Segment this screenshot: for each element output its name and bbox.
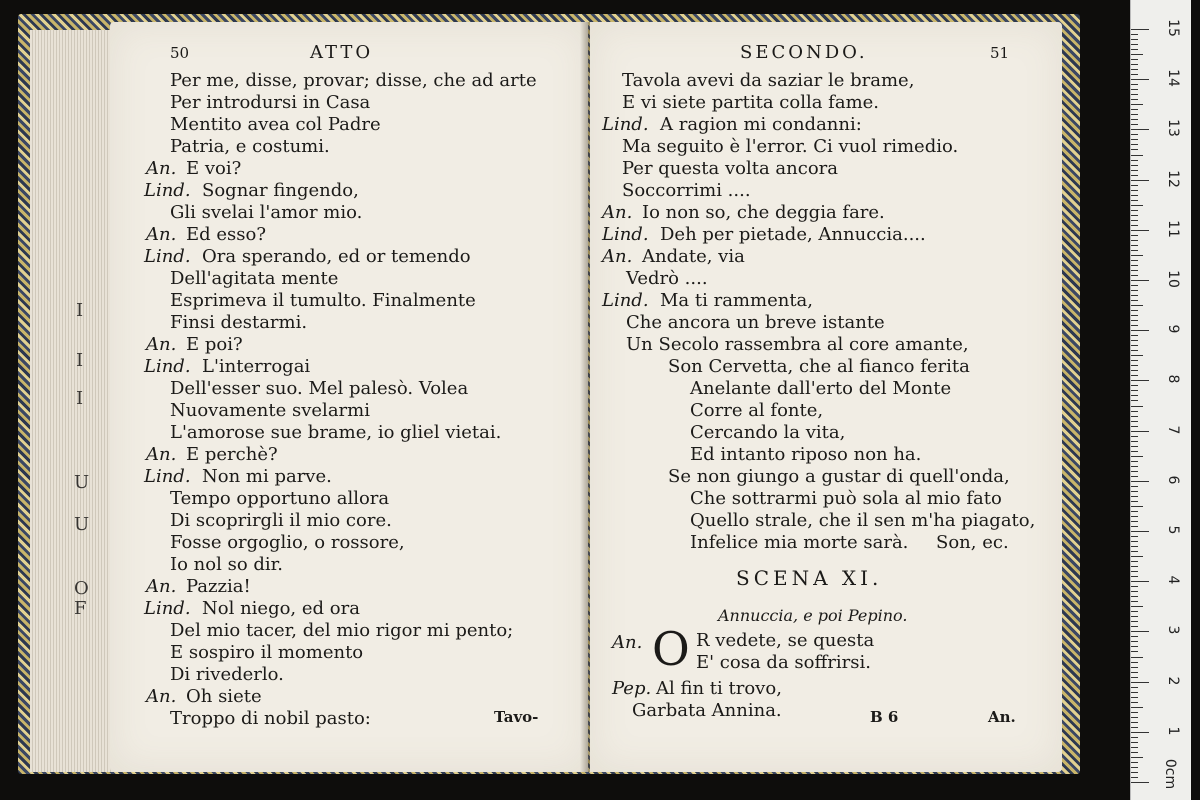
verse-line: Per questa volta ancora: [622, 158, 838, 179]
ruler-tick: [1131, 380, 1149, 381]
ruler-tick: [1131, 551, 1138, 552]
ruler-number: 9: [1165, 324, 1181, 334]
ruler-tick: [1131, 461, 1138, 462]
ruler-tick: [1131, 170, 1138, 171]
bleed-letter: I: [76, 350, 84, 371]
ruler-tick: [1131, 697, 1138, 698]
verse-line: Quello strale, che il sen m'ha piagato,: [690, 510, 1036, 531]
verse-line: Nuovamente svelarmi: [170, 400, 370, 421]
ruler-tick: [1131, 521, 1138, 522]
verse-line: Finsi destarmi.: [170, 312, 308, 333]
ruler-tick: [1131, 69, 1138, 70]
verse-line: Mentito avea col Padre: [170, 114, 381, 135]
ruler-tick: [1131, 99, 1138, 100]
ruler-tick: [1131, 185, 1138, 186]
ruler-tick: [1131, 561, 1138, 562]
verse-line: Cercando la vita,: [690, 422, 846, 443]
ruler-tick: [1131, 385, 1138, 386]
ruler-tick: [1131, 712, 1138, 713]
verse-line: Vedrò ....: [626, 268, 708, 289]
ruler-tick: [1131, 144, 1138, 145]
verse-line: Sognar fingendo,: [202, 180, 359, 201]
bleed-letter: O: [74, 578, 89, 599]
ruler-tick: [1131, 651, 1138, 652]
ruler-tick: [1131, 606, 1143, 607]
ruler-number: 12: [1165, 169, 1181, 188]
speaker-label: An.: [146, 224, 177, 245]
ruler-tick: [1131, 531, 1149, 532]
ruler-tick: [1131, 616, 1138, 617]
ruler-tick: [1131, 496, 1138, 497]
verse-line: Corre al fonte,: [690, 400, 824, 421]
ruler-tick: [1131, 335, 1138, 336]
verse-line: Anelante dall'erto del Monte: [690, 378, 952, 399]
ruler-tick: [1131, 245, 1138, 246]
verse-line: Son Cervetta, che al fianco ferita: [668, 356, 970, 377]
ruler-tick: [1131, 441, 1138, 442]
ruler-tick: [1131, 757, 1143, 758]
ruler-number: 5: [1165, 525, 1181, 535]
ruler-tick: [1131, 59, 1138, 60]
ruler-number: 1: [1165, 726, 1181, 736]
ruler-tick: [1131, 426, 1138, 427]
speaker-label: Pep.: [612, 678, 652, 699]
ruler-tick: [1131, 139, 1138, 140]
verse-line: Che sottrarmi può sola al mio fato: [690, 488, 1002, 509]
verse-line: Di scoprirgli il mio core.: [170, 510, 392, 531]
ruler-tick: [1131, 370, 1138, 371]
verse-line: Non mi parve.: [202, 466, 332, 487]
ruler-tick: [1131, 752, 1138, 753]
right-page: [590, 22, 1062, 772]
ruler-tick: [1131, 471, 1138, 472]
verse-line: Soccorrimi ....: [622, 180, 751, 201]
ruler-number: 7: [1165, 425, 1181, 435]
ruler-tick: [1131, 626, 1138, 627]
ruler-tick: [1131, 210, 1138, 211]
ruler-tick: [1131, 34, 1138, 35]
ruler-tick: [1131, 400, 1138, 401]
ruler-tick: [1131, 310, 1138, 311]
speaker-label: An.: [602, 202, 633, 223]
speaker-label: Lind.: [144, 356, 191, 377]
ruler-tick: [1131, 315, 1138, 316]
bleed-letter: U: [74, 472, 90, 493]
ruler-tick: [1131, 762, 1138, 763]
ruler-tick: [1131, 546, 1138, 547]
ruler-tick: [1131, 687, 1138, 688]
ruler-tick: [1131, 511, 1138, 512]
speaker-label: Lind.: [144, 246, 191, 267]
speaker-label: Lind.: [144, 180, 191, 201]
ruler-tick: [1131, 406, 1143, 407]
ruler-tick: [1131, 134, 1138, 135]
ruler-tick: [1131, 576, 1138, 577]
bleed-letter: I: [76, 300, 84, 321]
ruler-tick: [1131, 295, 1138, 296]
ruler-tick: [1131, 566, 1138, 567]
ruler-tick: [1131, 411, 1138, 412]
ruler-tick: [1131, 205, 1143, 206]
verse-line: Del mio tacer, del mio rigor mi pento;: [170, 620, 514, 641]
running-head: SECONDO.: [740, 42, 868, 63]
ruler-tick: [1131, 109, 1138, 110]
ruler-tick: [1131, 350, 1138, 351]
ruler-tick: [1131, 165, 1138, 166]
ruler-tick: [1131, 717, 1138, 718]
ruler-tick: [1131, 280, 1149, 281]
ruler-tick: [1131, 621, 1138, 622]
verse-line: Ora sperando, ed or temendo: [202, 246, 471, 267]
verse-line: Se non giungo a gustar di quell'onda,: [668, 466, 1010, 487]
verse-line: Esprimeva il tumulto. Finalmente: [170, 290, 476, 311]
ruler-number: 8: [1165, 374, 1181, 384]
ruler-tick: [1131, 94, 1138, 95]
ruler-tick: [1131, 727, 1138, 728]
ruler-tick: [1131, 672, 1138, 673]
verse-line: Di rivederlo.: [170, 664, 284, 685]
verse-line: Io non so, che deggia fare.: [642, 202, 885, 223]
verse-line: Ed intanto riposo non ha.: [690, 444, 922, 465]
scene-persons: Annuccia, e poi Pepino.: [718, 606, 908, 625]
ruler-tick: [1131, 250, 1138, 251]
page-number: 50: [170, 44, 190, 62]
speaker-label: An.: [146, 576, 177, 597]
speaker-label: An.: [146, 158, 177, 179]
verse-line: E perchè?: [186, 444, 278, 465]
ruler-number: 15: [1165, 19, 1181, 37]
verse-line: Per me, disse, provar; disse, che ad arte: [170, 70, 537, 91]
ruler-tick: [1131, 49, 1138, 50]
verse-line: A ragion mi condanni:: [660, 114, 862, 135]
ruler-tick: [1131, 290, 1138, 291]
ruler-tick: [1131, 355, 1143, 356]
ruler-tick: [1131, 732, 1149, 733]
ruler-number: 11: [1165, 219, 1181, 238]
ruler-tick: [1131, 119, 1138, 120]
verse-line: Ma ti rammenta,: [660, 290, 813, 311]
ruler-tick: [1131, 230, 1149, 231]
verse-line: Son, ec.: [936, 532, 1009, 553]
ruler-tick: [1131, 601, 1138, 602]
catchword: An.: [988, 708, 1016, 726]
ruler-tick: [1131, 255, 1143, 256]
ruler-tick: [1131, 305, 1143, 306]
verse-line: Infelice mia morte sarà.: [690, 532, 909, 553]
speaker-label: An.: [146, 686, 177, 707]
bleed-letter: F: [74, 598, 87, 619]
ruler-tick: [1131, 662, 1138, 663]
ruler-tick: [1131, 270, 1138, 271]
ruler-tick: [1131, 476, 1138, 477]
ruler-tick: [1131, 44, 1138, 45]
ruler-tick: [1131, 340, 1138, 341]
ruler-tick: [1131, 556, 1143, 557]
ruler-tick: [1131, 365, 1138, 366]
verse-line: Dell'agitata mente: [170, 268, 339, 289]
speaker-label: An.: [602, 246, 633, 267]
ruler-tick: [1131, 421, 1138, 422]
ruler-label: 0cm: [1162, 758, 1178, 790]
ruler-tick: [1131, 395, 1138, 396]
ruler-tick: [1131, 431, 1149, 432]
ruler-tick: [1131, 591, 1138, 592]
ruler-tick: [1131, 195, 1138, 196]
scene-title: SCENA XI.: [736, 566, 883, 590]
ruler-tick: [1131, 74, 1138, 75]
speaker-label: An.: [612, 632, 643, 653]
ruler-tick: [1131, 747, 1138, 748]
ruler-tick: [1131, 641, 1138, 642]
ruler-tick: [1131, 114, 1138, 115]
verse-line: Oh siete: [186, 686, 262, 707]
verse-line: E voi?: [186, 158, 242, 179]
ruler-number: 4: [1165, 575, 1181, 585]
ruler-tick: [1131, 235, 1138, 236]
verse-line: Dell'esser suo. Mel palesò. Volea: [170, 378, 469, 399]
ruler-tick: [1131, 486, 1138, 487]
speaker-label: Lind.: [602, 114, 649, 135]
verse-line: Gli svelai l'amor mio.: [170, 202, 363, 223]
ruler-number: 3: [1165, 625, 1181, 635]
ruler-tick: [1131, 581, 1149, 582]
ruler-tick: [1131, 54, 1143, 55]
ruler-number: 14: [1165, 69, 1181, 88]
ruler-tick: [1131, 456, 1143, 457]
left-page: [110, 22, 588, 772]
ruler-tick: [1131, 636, 1138, 637]
drop-cap: O: [652, 622, 690, 676]
ruler-tick: [1131, 782, 1149, 783]
ruler-tick: [1131, 707, 1143, 708]
verse-line: Garbata Annina.: [632, 700, 782, 721]
ruler-tick: [1131, 646, 1138, 647]
ruler-tick: [1131, 466, 1138, 467]
verse-line: Ed esso?: [186, 224, 266, 245]
ruler-tick: [1131, 416, 1138, 417]
ruler-tick: [1131, 129, 1149, 130]
ruler-tick: [1131, 104, 1143, 105]
ruler-tick: [1131, 491, 1138, 492]
ruler-tick: [1131, 737, 1138, 738]
verse-line: Tempo opportuno allora: [170, 488, 390, 509]
ruler-tick: [1131, 657, 1143, 658]
verse-line: Fosse orgoglio, o rossore,: [170, 532, 405, 553]
verse-line: R vedete, se questa: [696, 630, 875, 651]
ruler-tick: [1131, 677, 1138, 678]
ruler-tick: [1131, 571, 1138, 572]
verse-line: L'interrogai: [202, 356, 311, 377]
signature-mark: B 6: [870, 708, 899, 726]
ruler-tick: [1131, 596, 1138, 597]
ruler-tick: [1131, 526, 1138, 527]
ruler-tick: [1131, 682, 1149, 683]
ruler-tick: [1131, 506, 1143, 507]
verse-line: Troppo di nobil pasto:: [170, 708, 371, 729]
ruler-tick: [1131, 79, 1149, 80]
ruler-tick: [1131, 320, 1138, 321]
verse-line: Pazzia!: [186, 576, 251, 597]
verse-line: Io nol so dir.: [170, 554, 284, 575]
speaker-label: Lind.: [144, 466, 191, 487]
ruler-tick: [1131, 536, 1138, 537]
ruler-tick: [1131, 611, 1138, 612]
ruler-tick: [1131, 200, 1138, 201]
ruler-tick: [1131, 265, 1138, 266]
ruler-tick: [1131, 541, 1138, 542]
ruler-tick: [1131, 772, 1138, 773]
ruler-number: 2: [1165, 676, 1181, 686]
ruler-tick: [1131, 285, 1138, 286]
ruler-tick: [1131, 190, 1138, 191]
ruler-tick: [1131, 160, 1138, 161]
ruler-tick: [1131, 631, 1149, 632]
ruler-tick: [1131, 516, 1138, 517]
ruler-tick: [1131, 39, 1138, 40]
ruler-number: 6: [1165, 475, 1181, 485]
ruler-tick: [1131, 451, 1138, 452]
ruler-tick: [1131, 667, 1138, 668]
measuring-ruler: [1130, 0, 1191, 800]
verse-line: E' cosa da soffrirsi.: [696, 652, 871, 673]
ruler-tick: [1131, 767, 1138, 768]
ruler-tick: [1131, 325, 1138, 326]
ruler-tick: [1131, 180, 1149, 181]
ruler-number: 13: [1165, 119, 1181, 138]
page-number: 51: [990, 44, 1010, 62]
ruler-tick: [1131, 84, 1138, 85]
verse-line: Deh per pietade, Annuccia....: [660, 224, 926, 245]
ruler-number: 10: [1165, 270, 1181, 288]
ruler-tick: [1131, 260, 1138, 261]
ruler-tick: [1131, 240, 1138, 241]
ruler-tick: [1131, 89, 1138, 90]
ruler-tick: [1131, 300, 1138, 301]
speaker-label: Lind.: [144, 598, 191, 619]
ruler-tick: [1131, 501, 1138, 502]
catchword: Tavo-: [494, 708, 539, 726]
ruler-tick: [1131, 692, 1138, 693]
ruler-tick: [1131, 446, 1138, 447]
speaker-label: Lind.: [602, 290, 649, 311]
bleed-letter: I: [76, 388, 84, 409]
speaker-label: An.: [146, 444, 177, 465]
ruler-tick: [1131, 220, 1138, 221]
verse-line: E poi?: [186, 334, 243, 355]
verse-line: Patria, e costumi.: [170, 136, 330, 157]
ruler-tick: [1131, 436, 1138, 437]
verse-line: Che ancora un breve istante: [626, 312, 885, 333]
verse-line: Tavola avevi da saziar le brame,: [622, 70, 915, 91]
ruler-tick: [1131, 390, 1138, 391]
ruler-tick: [1131, 345, 1138, 346]
ruler-tick: [1131, 225, 1138, 226]
speaker-label: An.: [146, 334, 177, 355]
verse-line: Andate, via: [642, 246, 745, 267]
running-head: ATTO: [310, 42, 374, 63]
ruler-tick: [1131, 777, 1138, 778]
ruler-tick: [1131, 175, 1138, 176]
ruler-tick: [1131, 149, 1138, 150]
verse-line: Ma seguito è l'error. Ci vuol rimedio.: [622, 136, 959, 157]
ruler-tick: [1131, 481, 1149, 482]
ruler-tick: [1131, 360, 1138, 361]
ruler-tick: [1131, 215, 1138, 216]
verse-line: E sospiro il momento: [170, 642, 364, 663]
ruler-tick: [1131, 702, 1138, 703]
verse-line: Per introdursi in Casa: [170, 92, 371, 113]
ruler-tick: [1131, 64, 1138, 65]
ruler-tick: [1131, 586, 1138, 587]
ruler-tick: [1131, 722, 1138, 723]
verse-line: Un Secolo rassembra al core amante,: [626, 334, 969, 355]
ruler-tick: [1131, 29, 1149, 30]
verse-line: E vi siete partita colla fame.: [622, 92, 880, 113]
bleed-letter: U: [74, 514, 90, 535]
ruler-tick: [1131, 124, 1138, 125]
ruler-tick: [1131, 742, 1138, 743]
ruler-tick: [1131, 375, 1138, 376]
ruler-tick: [1131, 155, 1143, 156]
ruler-tick: [1131, 275, 1138, 276]
verse-line: Nol niego, ed ora: [202, 598, 360, 619]
speaker-label: Lind.: [602, 224, 649, 245]
verse-line: L'amorose sue brame, io gliel vietai.: [170, 422, 502, 443]
ruler-tick: [1131, 330, 1149, 331]
verse-line: Al fin ti trovo,: [656, 678, 782, 699]
